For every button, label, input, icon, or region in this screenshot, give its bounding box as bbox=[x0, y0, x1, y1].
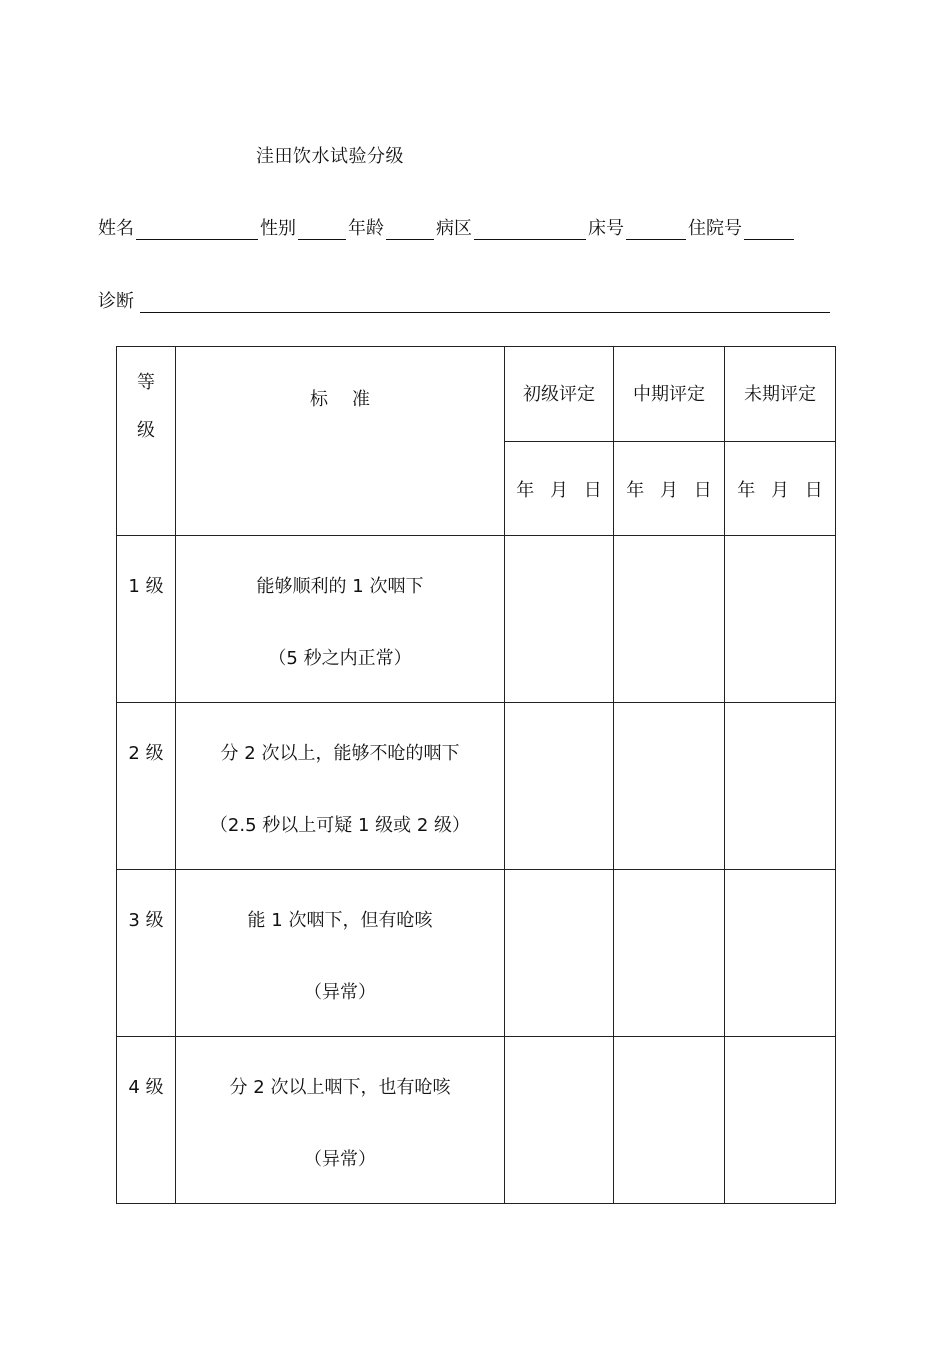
date-mid-cell[interactable] bbox=[614, 442, 725, 536]
page-title: 洼田饮水试验分级 bbox=[256, 146, 404, 167]
diagnosis-field[interactable] bbox=[140, 290, 830, 313]
table-row bbox=[117, 536, 836, 703]
eval-mid-cell[interactable] bbox=[614, 1037, 725, 1204]
header-level-char-2: 级 bbox=[137, 420, 155, 441]
row-level: 2 级 bbox=[128, 743, 164, 764]
eval-mid-cell[interactable] bbox=[614, 870, 725, 1037]
date-initial: 年 月 日 bbox=[516, 480, 602, 501]
row-level: 3 级 bbox=[128, 910, 164, 931]
age-field[interactable] bbox=[386, 217, 434, 240]
patient-info-row bbox=[98, 212, 830, 240]
header-standard-cell bbox=[176, 347, 505, 536]
table-row bbox=[117, 870, 836, 1037]
name-label: 姓名 bbox=[98, 218, 134, 239]
row-standard-line1: 分 2 次以上咽下，也有呛咳 bbox=[229, 1077, 451, 1098]
header-eval-final: 未期评定 bbox=[744, 384, 816, 405]
row-standard-line1: 能够顺利的 1 次咽下 bbox=[256, 576, 424, 597]
name-field[interactable] bbox=[136, 217, 258, 240]
row-level: 4 级 bbox=[128, 1077, 164, 1098]
inpatient-no-field[interactable] bbox=[744, 217, 794, 240]
eval-initial-cell[interactable] bbox=[505, 1037, 614, 1204]
header-level-cell bbox=[117, 347, 176, 536]
gender-field[interactable] bbox=[298, 217, 346, 240]
header-level-char-1: 等 bbox=[137, 372, 155, 393]
eval-final-cell[interactable] bbox=[725, 703, 836, 870]
row-standard-line1: 分 2 次以上，能够不呛的咽下 bbox=[220, 743, 460, 764]
header-eval-mid: 中期评定 bbox=[633, 384, 705, 405]
header-eval-initial-cell bbox=[505, 347, 614, 442]
diagnosis-row bbox=[98, 285, 830, 313]
table-row bbox=[117, 1037, 836, 1204]
eval-initial-cell[interactable] bbox=[505, 536, 614, 703]
row-standard-line2: （5 秒之内正常） bbox=[268, 648, 412, 669]
gender-label: 性别 bbox=[260, 218, 296, 239]
grading-table bbox=[116, 346, 836, 1204]
date-initial-cell[interactable] bbox=[505, 442, 614, 536]
ward-label: 病区 bbox=[436, 218, 472, 239]
row-standard-line1: 能 1 次咽下，但有呛咳 bbox=[247, 910, 433, 931]
table-row bbox=[117, 703, 836, 870]
eval-final-cell[interactable] bbox=[725, 870, 836, 1037]
row-level: 1 级 bbox=[128, 576, 164, 597]
diagnosis-label: 诊断 bbox=[98, 291, 134, 312]
date-mid: 年 月 日 bbox=[626, 480, 712, 501]
row-standard-line2: （异常） bbox=[304, 982, 376, 1003]
header-eval-mid-cell bbox=[614, 347, 725, 442]
row-standard-line2: （异常） bbox=[304, 1149, 376, 1170]
eval-mid-cell[interactable] bbox=[614, 536, 725, 703]
eval-final-cell[interactable] bbox=[725, 536, 836, 703]
eval-final-cell[interactable] bbox=[725, 1037, 836, 1204]
eval-initial-cell[interactable] bbox=[505, 703, 614, 870]
eval-initial-cell[interactable] bbox=[505, 870, 614, 1037]
eval-mid-cell[interactable] bbox=[614, 703, 725, 870]
ward-field[interactable] bbox=[474, 217, 586, 240]
header-eval-final-cell bbox=[725, 347, 836, 442]
header-standard: 标准 bbox=[310, 389, 394, 410]
bed-field[interactable] bbox=[626, 217, 686, 240]
date-final-cell[interactable] bbox=[725, 442, 836, 536]
inpatient-no-label: 住院号 bbox=[688, 218, 742, 239]
row-standard-line2: （2.5 秒以上可疑 1 级或 2 级） bbox=[209, 815, 471, 836]
date-final: 年 月 日 bbox=[737, 480, 823, 501]
header-eval-initial: 初级评定 bbox=[523, 384, 595, 405]
age-label: 年龄 bbox=[348, 218, 384, 239]
bed-label: 床号 bbox=[588, 218, 624, 239]
